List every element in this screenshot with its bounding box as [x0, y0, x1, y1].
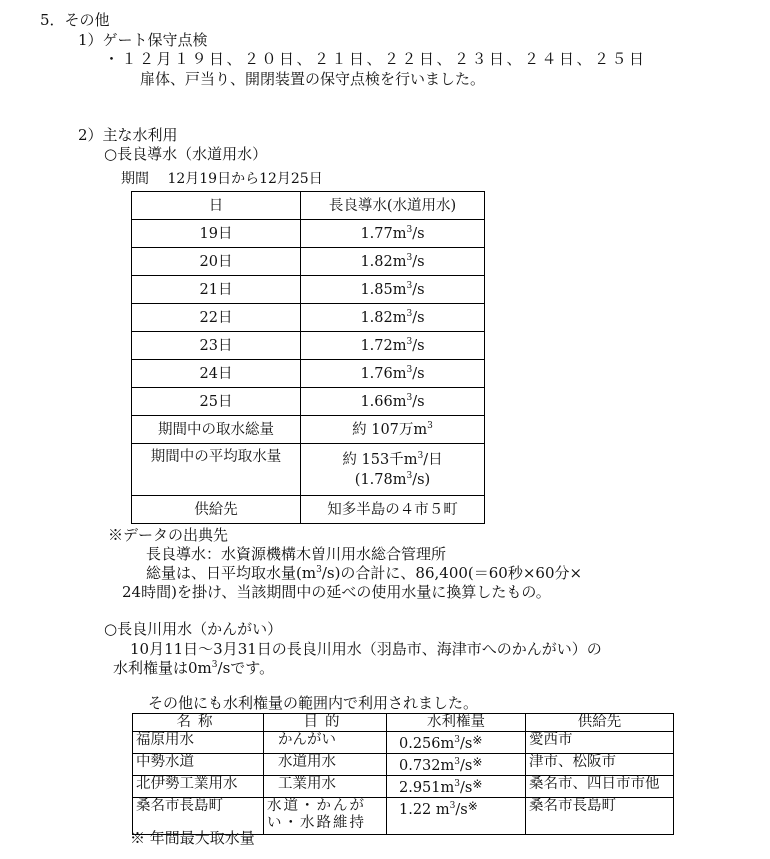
right-cell: 1.22 $m^3/s^※$	[387, 798, 526, 835]
supply-value: 知多半島の４市５町	[301, 496, 485, 524]
header-day: 日	[132, 192, 301, 220]
right-cell: $2.951m^3/s^※$	[387, 776, 526, 798]
total-value: 約 107万$m^3$	[301, 416, 485, 444]
table-header-row	[132, 192, 485, 220]
flow-cell: $1.85m^3/s$	[301, 276, 485, 304]
period-label: 期間	[121, 171, 149, 187]
period-value: 12月19日から12月25日	[167, 171, 323, 187]
other-water-rights-table	[132, 713, 674, 835]
purpose-cell: 工業用水	[264, 776, 387, 798]
table-row	[132, 360, 485, 388]
water-use-heading: 2）主な水利用	[78, 126, 178, 144]
source-note-line3: 24時間)を掛け、当該期間中の延べの使用水量に換算したもの。	[122, 583, 551, 601]
maintenance-dates: ・１２月１９日、２０日、２１日、２２日、２３日、２４日、２５日	[104, 50, 647, 68]
table-row	[133, 754, 674, 776]
average-row	[132, 444, 485, 496]
nagaragawa-line2: 水利権量は$0m^3/s$です。	[113, 659, 275, 677]
total-label: 期間中の取水総量	[132, 416, 301, 444]
table-row	[132, 388, 485, 416]
supply-row	[132, 496, 485, 524]
table-row	[133, 776, 674, 798]
nagaragawa-line1: 10月11日～3月31日の長良川用水（羽島市、海津市へのかんがい）の	[130, 640, 602, 658]
supply-cell: 桑名市長島町	[526, 798, 674, 835]
purpose-cell: 水道・かんがい・水路維持	[264, 798, 387, 835]
day-cell: 25日	[132, 388, 301, 416]
day-cell: 22日	[132, 304, 301, 332]
table-row	[132, 248, 485, 276]
flow-cell: $1.72m^3/s$	[301, 332, 485, 360]
header-flow: 長良導水(水道用水)	[301, 192, 485, 220]
table-header-row	[133, 714, 674, 732]
day-cell: 20日	[132, 248, 301, 276]
others-intro: その他にも水利権量の範囲内で利用されました。	[148, 694, 479, 712]
table-row	[132, 332, 485, 360]
average-value: 約 153千$m^3/$日 $(1.78m^3/s)$	[301, 444, 485, 496]
source-note-line2: 総量は、日平均取水量$(m^3/s)$の合計に、86,400(＝60秒×60分×	[146, 564, 583, 582]
header-purpose: 目的	[264, 714, 387, 732]
name-cell: 北伊勢工業用水	[133, 776, 264, 798]
day-cell: 23日	[132, 332, 301, 360]
supply-cell: 津市、松阪市	[526, 754, 674, 776]
day-cell: 21日	[132, 276, 301, 304]
maintenance-description: 扉体、戸当り、開閉装置の保守点検を行いました。	[140, 70, 486, 88]
nagara-dousui-table	[131, 191, 485, 524]
right-cell: $0.732m^3/s^※$	[387, 754, 526, 776]
name-cell: 福原用水	[133, 732, 264, 754]
name-cell: 中勢水道	[133, 754, 264, 776]
nagaragawa-yousui-title: ○長良川用水（かんがい）	[104, 620, 283, 638]
flow-cell: $1.77m^3/s$	[301, 220, 485, 248]
day-cell: 24日	[132, 360, 301, 388]
supply-cell: 愛西市	[526, 732, 674, 754]
average-label: 期間中の平均取水量	[132, 444, 301, 496]
header-supply: 供給先	[526, 714, 674, 732]
right-cell: $0.256m^3/s^※$	[387, 732, 526, 754]
name-cell: 桑名市長島町	[133, 798, 264, 835]
purpose-cell: 水道用水	[264, 754, 387, 776]
total-row	[132, 416, 485, 444]
day-cell: 19日	[132, 220, 301, 248]
flow-cell: $1.76m^3/s$	[301, 360, 485, 388]
supply-cell: 桑名市、四日市市他	[526, 776, 674, 798]
section-heading: 5．その他	[40, 11, 110, 29]
header-name: 名称	[133, 714, 264, 732]
period-line	[121, 170, 323, 188]
others-footnote: ※ 年間最大取水量	[130, 829, 255, 847]
source-note-title: ※データの出典先	[108, 526, 229, 544]
flow-cell: $1.82m^3/s$	[301, 248, 485, 276]
header-right: 水利権量	[387, 714, 526, 732]
flow-cell: $1.82m^3/s$	[301, 304, 485, 332]
flow-cell: $1.66m^3/s$	[301, 388, 485, 416]
purpose-cell: かんがい	[264, 732, 387, 754]
supply-label: 供給先	[132, 496, 301, 524]
nagara-dousui-title: ○長良導水（水道用水）	[104, 145, 268, 163]
source-note-line1: 長良導水：水資源機構木曽川用水総合管理所	[146, 545, 447, 563]
table-row	[132, 276, 485, 304]
gate-maintenance-heading: 1）ゲート保守点検	[78, 31, 208, 49]
table-row	[132, 304, 485, 332]
table-row	[133, 732, 674, 754]
table-row	[132, 220, 485, 248]
